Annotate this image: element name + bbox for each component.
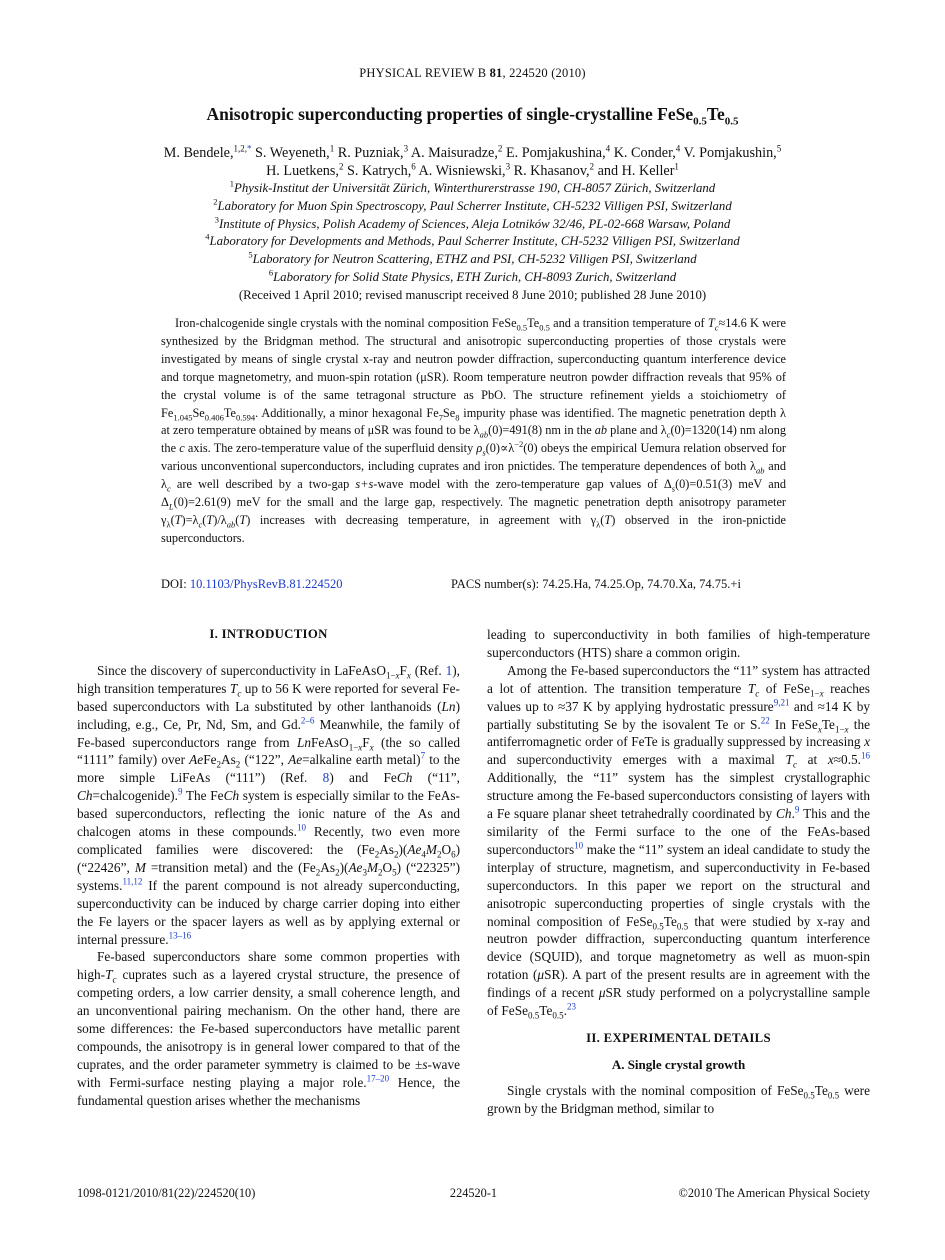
footer-issn: 1098-0121/2010/81(22)/224520(10) bbox=[77, 1186, 256, 1200]
ref-link[interactable]: 9,21 bbox=[773, 697, 790, 708]
affiliation-list bbox=[60, 180, 885, 287]
ref-link[interactable]: 2–6 bbox=[300, 715, 315, 726]
author-list: M. Bendele,$^{1,2,*}$ S. Weyeneth,$^1$ R. Puzniak,$^3$ A. Maisuradze,$^2$ E. Pomjakushina,$^4$ K. Conder,$^4$ V. Pomjakushin,$^5$ H. Luetkens,$^2$ S. Katrych,$^6$ A. Wisniewski,$^3$ R. Khasanov,$^2$ and H. Keller$^1$ bbox=[163, 143, 782, 179]
ref-link[interactable]: 16 bbox=[861, 750, 870, 761]
ref-link[interactable]: 9 bbox=[177, 786, 183, 797]
affiliation: $^6$Laboratory for Solid State Physics, ETH Zurich, CH-8093 Zurich, Switzerland bbox=[268, 267, 677, 284]
pacs-numbers: PACS number(s): 74.25.Ha, 74.25.Op, 74.70.Xa, 74.75.+i bbox=[451, 577, 741, 591]
ref-link[interactable]: 1 bbox=[445, 662, 453, 678]
abstract: Iron-chalcogenide single crystals with the nominal composition $FeSe_{0.5}Te_{0.5}$ and a transition temperature of $T_c\approx 14.6$ K were synthesized by the Bridgman method. The structural and anisotropic superconducting properties of those crystals were investigated by means of single crystal x-ray and neutron powder diffraction, superconducting quantum interference device and torque magnetometry, and muon-spin rotation (μSR). Room temperature neutron powder diffraction reveals that 95% of the crystal volume is of the same tetragonal structure as PbO. The structure refinement yields a stoichiometry of $Fe_{1.045}Se_{0.406}Te_{0.594}$. Additionally, a minor hexagonal $Fe_7Se_8$ impurity phase was identified. The magnetic penetration depth λ at zero temperature obtained by means of μSR was found to be $\lambda_{ab}(0)=491(8)$ nm in the ab plane and $\lambda_c(0)=1320(14)$ nm along the c axis. The zero-temperature value of the superfluid density $\rho_s(0)\propto\lambda^{-2}(0)$ obeys the empirical Uemura relation observed for various unconventional superconductors, including cuprates and iron pnictides. The temperature dependences of both $\lambda_{ab}$ and $\lambda_c$ are well described by a two-gap s+s-wave model with the zero-temperature gap values of $\Delta_s(0)=0.51(3)$ meV and $\Delta_L(0)=2.61(9)$ meV for the small and the large gap, respectively. The magnetic penetration depth anisotropy parameter $\gamma_\lambda(T)=\lambda_c(T)/\lambda_{ab}(T)$ increases with decreasing temperature, in agreement with $\gamma_\lambda(T)$ observed in the iron-pnictide superconductors. bbox=[161, 316, 787, 545]
ref-link[interactable]: 7 bbox=[420, 751, 426, 762]
ref-link[interactable]: 9 bbox=[794, 804, 800, 815]
journal-header: PHYSICAL REVIEW B 81, 224520 (2010) bbox=[359, 66, 586, 80]
received-dates: (Received 1 April 2010; revised manuscript received 8 June 2010; published 28 June 2010) bbox=[238, 288, 707, 302]
paper-title: Anisotropic superconducting properties of single-crystalline $FeSe_{0.5}Te_{0.5}$ bbox=[206, 104, 739, 128]
ref-link[interactable]: 10 bbox=[296, 822, 306, 833]
page-number: 224520-1 bbox=[449, 1186, 498, 1200]
section-heading-introduction: I. INTRODUCTION bbox=[209, 627, 328, 641]
paragraph: leading to superconductivity in both families of high-temperature superconductors (HTS) share a common origin. bbox=[487, 627, 870, 660]
ref-link[interactable]: 23 bbox=[566, 1001, 576, 1012]
doi-link[interactable]: 10.1103/PhysRevB.81.224520 bbox=[189, 577, 343, 591]
ref-link[interactable]: 22 bbox=[760, 715, 770, 726]
affiliation: $^2$Laboratory for Muon Spin Spectroscopy, Paul Scherrer Institute, CH-5232 Villigen PSI, Switzerland bbox=[213, 196, 732, 213]
corresponding-author-link[interactable]: * bbox=[247, 143, 252, 154]
affiliation: $^1$Physik-Institut der Universität Zürich, Winterthurerstrasse 190, CH-8057 Zürich, Switzerland bbox=[229, 178, 716, 195]
section-heading-experimental: II. EXPERIMENTAL DETAILS bbox=[586, 1030, 771, 1045]
ref-link[interactable]: 8 bbox=[322, 770, 330, 786]
paragraph: Fe-based superconductors share some common properties with high-$T_c$ cuprates such as a layered crystal structure, the presence of competing orders, a low carrier density, a small coherence length, and an unconventional pairing mechanism. On the other hand, there are some differences: the Fe-based superconductors have metallic parent compounds, the anisotropy is in general lower compared to that of the cuprates, and the order parameter symmetry is claimed to be ±s-wave with Fermi-surface nesting playing a major role.$^{17-20}$ Hence, the fundamental question arises whether the mechanisms bbox=[77, 949, 460, 1108]
ref-link[interactable]: 11,12 bbox=[122, 876, 143, 887]
ref-link[interactable]: 17–20 bbox=[366, 1073, 390, 1084]
ref-link[interactable]: 10 bbox=[574, 840, 584, 851]
paragraph: Single crystals with the nominal composition of $FeSe_{0.5}Te_{0.5}$ were grown by the Bridgman method, similar to bbox=[487, 1082, 870, 1116]
left-column bbox=[77, 626, 460, 1110]
paragraph: Since the discovery of superconductivity in $LaFeAsO_{1-x}F_x$ (Ref. 1), high transition temperatures $T_c$ up to 56 K were reported for several Fe-based superconductors with La substituted by other lanthanoids (Ln) including, e.g., Ce, Pr, Nd, Sm, and Gd.$^{2-6}$ Meanwhile, the family of Fe-based superconductors range from $LnFeAsO_{1-x}F_x$ (the so called “1111” family) over $AeFe_2As_2$ (“122”, Ae=alkaline earth metal)$^7$ to the more simple LiFeAs (“111”) (Ref. 8) and FeCh (“11”, Ch=chalcogenide).$^9$ The FeCh system is especially similar to the FeAs-based superconductors, reflecting the ionic nature of the As and chalcogen atoms in these compounds.$^{10}$ Recently, two even more complicated families were discovered: the $(Fe_2As_2)(Ae_4M_2O_6)$ (“22426”, M =transition metal) and the $(Fe_2As_2)(Ae_3M_2O_5)$ (“22325”) systems.$^{11,12}$ If the parent compound is not already superconducting, superconductivity can be induced by charge carrier doping into either the Fe layers or the spacer layers as well as by applying external or internal pressure.$^{13-16}$ bbox=[77, 662, 461, 947]
copyright: ©2010 The American Physical Society bbox=[678, 1186, 870, 1200]
affiliation: $^3$Institute of Physics, Polish Academy of Sciences, Aleja Lotników 32/46, PL-02-668 Warsaw, Poland bbox=[214, 214, 731, 231]
affiliation: $^4$Laboratory for Developments and Methods, Paul Scherrer Institute, CH-5232 Villigen PSI, Switzerland bbox=[205, 232, 740, 249]
paragraph: Among the Fe-based superconductors the “11” system has attracted a lot of attention. The transition temperature $T_c$ of FeSe$_{1-x}$ reaches values up to ≈37 K by applying hydrostatic pressure$^{9,21}$ and ≈14 K by partially substituting Se by the isovalent Te or S.$^{22}$ In $FeSe_xTe_{1-x}$ the antiferromagnetic order of FeTe is gradually suppressed by increasing x and superconductivity emerges with a maximal $T_c$ at x≈0.5.16 Additionally, the “11” system has the simplest crystallographic structure among the Fe-based superconductors consisting of layers with a Fe square planar sheet tetrahedrally coordinated by Ch.$^9$ This and the similarity of the Fermi surface to the one of the FeAs-based superconductors$^{10}$ make the “11” system an ideal candidate to study the interplay of structure, magnetism, and superconductivity in Fe-based superconductors. In this paper we report on the structural and anisotropic superconducting properties of single crystals with the nominal composition of $FeSe_{0.5}Te_{0.5}$ that were studied by x-ray and neutron powder diffraction, superconducting quantum interference device (SQUID), and torque magnetometry as well as muon-spin rotation (μSR). A part of the present results are in agreement with the findings of a recent μSR study performed on a polycrystalline sample of $FeSe_{0.5}Te_{0.5}.^{23}$ bbox=[487, 662, 870, 1021]
right-column bbox=[487, 626, 870, 1118]
subsection-heading-crystal-growth: A. Single crystal growth bbox=[611, 1056, 746, 1072]
ref-link[interactable]: 13–16 bbox=[168, 930, 192, 941]
affiliation: $^5$Laboratory for Neutron Scattering, ETHZ and PSI, CH-5232 Villigen PSI, Switzerland bbox=[248, 249, 697, 267]
doi-pacs-line: DOI: 10.1103/PhysRevB.81.224520 PACS number(s): 74.25.Ha, 74.25.Op, 74.70.Xa, 74.75.+i bbox=[161, 577, 741, 591]
